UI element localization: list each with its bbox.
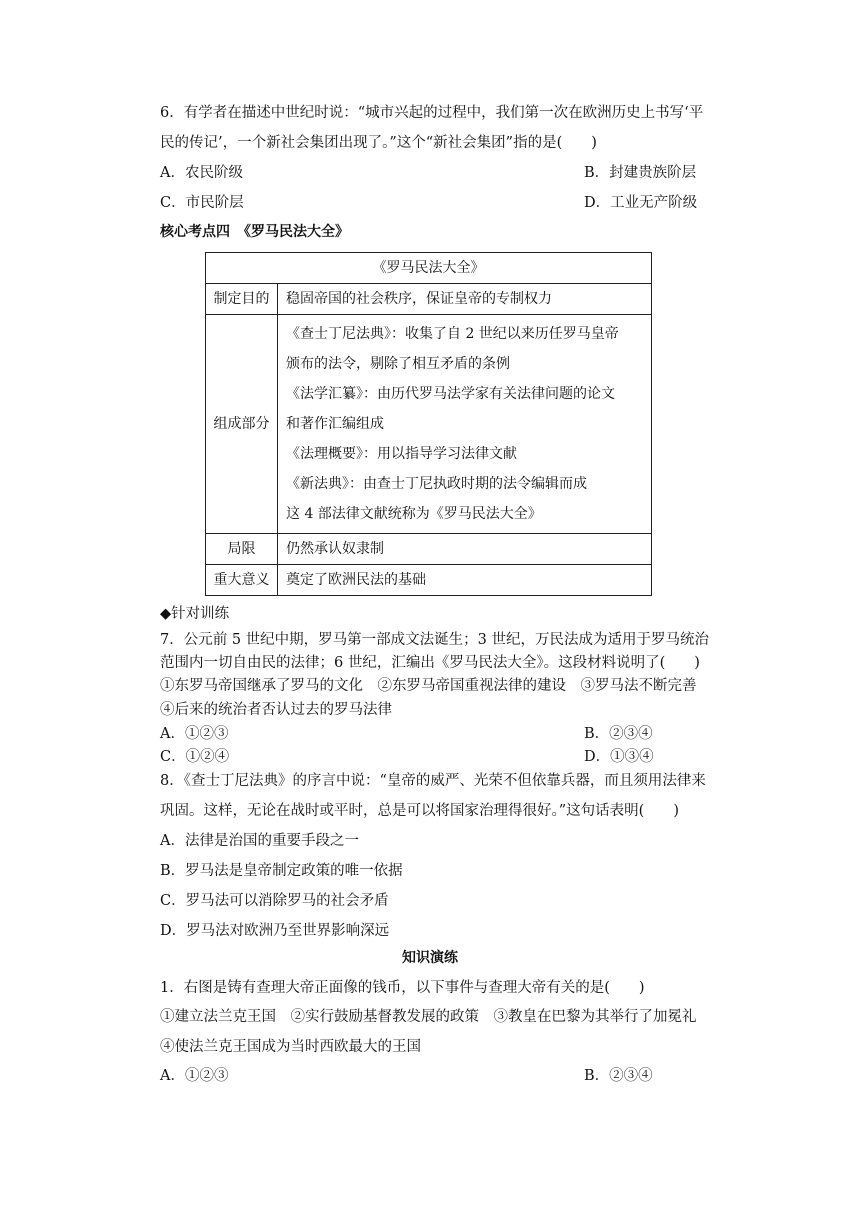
table-row — [206, 315, 652, 534]
section-heading-core4: 核心考点四 《罗马民法大全》 — [160, 224, 349, 240]
row-key: 制定目的 — [206, 284, 278, 315]
q6-option-a: A．农民阶级 — [160, 165, 243, 181]
row-value: 稳固帝国的社会秩序，保证皇帝的专制权力 — [278, 284, 652, 315]
q7-option-b: B．②③④ — [584, 726, 653, 742]
table-row — [206, 534, 652, 565]
q8-stem-line1: 8．《查士丁尼法典》的序言中说：“皇帝的威严、光荣不但依靠兵器，而且须用法律来 — [160, 773, 706, 789]
p1-items-line1: ①建立法兰克王国 ②实行鼓励基督教发展的政策 ③教皇在巴黎为其举行了加冕礼 — [160, 1009, 697, 1025]
roman-law-table — [205, 252, 652, 596]
composition-line: 《法学汇纂》：由历代罗马法学家有关法律问题的论文 — [286, 386, 615, 402]
q6-stem-line1: 6．有学者在描述中世纪时说：“城市兴起的过程中，我们第一次在欧洲历史上书写‘平 — [160, 105, 704, 121]
q8-stem-line2: 巩固。这样，无论在战时或平时，总是可以将国家治理得很好。”这句话表明( ) — [160, 803, 679, 819]
composition-line: 《新法典》：由查士丁尼执政时期的法令编辑而成 — [286, 476, 587, 492]
q7-option-d: D．①③④ — [584, 749, 654, 765]
q7-option-a: A．①②③ — [160, 726, 229, 742]
q8-option-d: D．罗马法对欧洲乃至世界影响深远 — [160, 923, 390, 939]
row-value: 奠定了欧洲民法的基础 — [278, 565, 652, 596]
p1-option-a: A．①②③ — [160, 1068, 229, 1084]
q8-option-c: C．罗马法可以消除罗马的社会矛盾 — [160, 893, 389, 909]
row-key: 重大意义 — [206, 565, 278, 596]
composition-line: 《查士丁尼法典》：收集了自 2 世纪以来历任罗马皇帝 — [286, 326, 619, 342]
row-key: 局限 — [206, 534, 278, 565]
q7-items-line1: ①东罗马帝国继承了罗马的文化 ②东罗马帝国重视法律的建设 ③罗马法不断完善 — [160, 678, 697, 694]
q6-stem-line2: 民的传记’，一个新社会集团出现了。”这个“新社会集团”指的是( ) — [160, 135, 597, 151]
q6-option-d: D．工业无产阶级 — [584, 195, 698, 211]
p1-option-b: B．②③④ — [584, 1068, 653, 1084]
q7-option-c: C．①②④ — [160, 749, 230, 765]
q7-items-line2: ④后来的统治者否认过去的罗马法律 — [160, 702, 392, 718]
training-heading: ◆针对训练 — [160, 606, 230, 622]
p1-stem-line1: 1．右图是铸有查理大帝正面像的钱币，以下事件与查理大帝有关的是( ) — [160, 980, 645, 996]
practice-heading: 知识演练 — [402, 950, 458, 966]
table-row — [206, 284, 652, 315]
row-key: 组成部分 — [206, 315, 278, 534]
q7-stem-line2: 范围内一切自由民的法律；6 世纪，汇编出《罗马民法大全》。这段材料说明了( ) — [160, 655, 700, 671]
composition-line: 这 4 部法律文献统称为《罗马民法大全》 — [286, 506, 542, 522]
table-row — [206, 565, 652, 596]
table-title: 《罗马民法大全》 — [206, 253, 652, 284]
row-value: 仍然承认奴隶制 — [278, 534, 652, 565]
q7-stem-line1: 7．公元前 5 世纪中期，罗马第一部成文法诞生；3 世纪，万民法成为适用于罗马统治 — [160, 632, 710, 648]
composition-line: 《法理概要》：用以指导学习法律文献 — [286, 446, 517, 462]
q8-option-a: A．法律是治国的重要手段之一 — [160, 833, 359, 849]
composition-line: 和著作汇编组成 — [286, 416, 384, 432]
q8-option-b: B．罗马法是皇帝制定政策的唯一依据 — [160, 863, 403, 879]
table-title-row — [206, 253, 652, 284]
composition-line: 颁布的法令，剔除了相互矛盾的条例 — [286, 356, 510, 372]
q6-option-c: C．市民阶层 — [160, 195, 244, 211]
row-value — [278, 315, 652, 534]
p1-items-line2: ④使法兰克王国成为当时西欧最大的王国 — [160, 1039, 421, 1055]
q6-option-b: B．封建贵族阶层 — [584, 165, 697, 181]
